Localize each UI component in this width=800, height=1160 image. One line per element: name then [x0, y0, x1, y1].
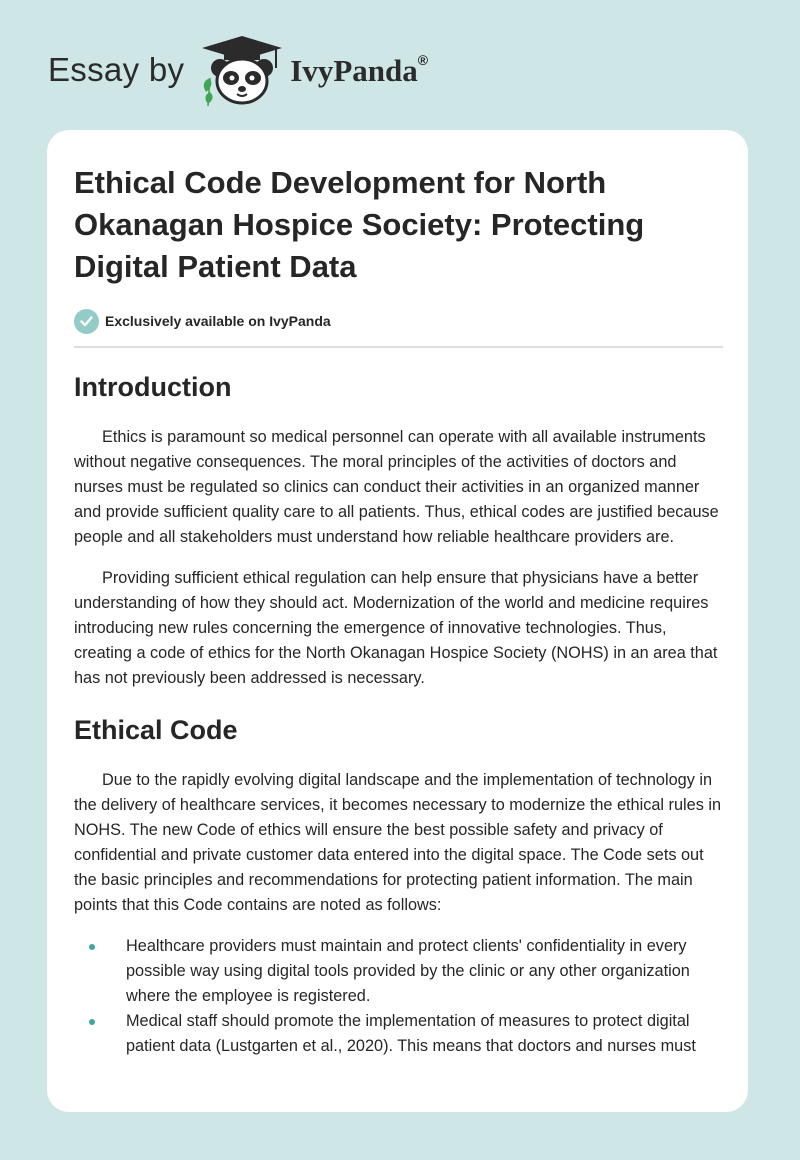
code-paragraph-1: Due to the rapidly evolving digital landscape and the implementation of technology in the delivery of healthcare services, it becomes necessary to modernize the ethical rules in NOHS. The new Code of ethics will ensure the best possible safety and privacy of confidential and private customer data entered into the digital space. The Code sets out the basic principles and recommendations for protecting patient information. The main points that this Code contains are noted as follows:: [74, 771, 722, 914]
exclusive-text: Exclusively available on IvyPanda: [105, 313, 331, 329]
exclusive-badge: [74, 308, 723, 334]
brand-name: IvyPanda®: [290, 51, 429, 88]
intro-paragraph-2: Providing sufficient ethical regulation can help ensure that physicians have a better understanding of how they should act. Modernization of the world and medicine requires introducing new rules concerning the emergence of innovative technologies. Thus, creating a code of ethics for the North Okanagan Hospice Society (NOHS) in an area that has not previously been addressed is necessary.: [74, 569, 718, 687]
list-item: Healthcare providers must maintain and protect clients' confidentiality in every possible way using digital tools provided by the clinic or any other organization where the employee is registered.: [74, 934, 723, 1009]
heading-introduction: Introduction: [74, 372, 232, 402]
heading-ethical-code: Ethical Code: [74, 715, 238, 745]
divider: [74, 346, 723, 348]
list-item: Medical staff should promote the implementation of measures to protect digital patient data (Lustgarten et al., 2020). This means that doctors and nurses must: [74, 1009, 723, 1059]
essay-content: [74, 162, 723, 1059]
check-circle-icon: [74, 309, 99, 334]
essay-card: [47, 130, 748, 1112]
panda-graduate-icon: [196, 34, 288, 106]
registered-mark: ®: [417, 51, 429, 68]
essay-title: Ethical Code Development for North Okanagan Hospice Society: Protecting Digital Patient Data: [74, 165, 645, 284]
code-bullet-list: [74, 934, 723, 1059]
essay-by-label: Essay by: [48, 51, 185, 88]
intro-paragraph-1: Ethics is paramount so medical personnel can operate with all available instruments without negative consequences. The moral principles of the activities of doctors and nurses must be regulated so clinics can conduct their activities in an organized manner and provide sufficient quality care to all patients. Thus, ethical codes are justified because people and all stakeholders must understand how reliable healthcare providers are.: [74, 428, 719, 546]
site-header: [48, 34, 748, 106]
